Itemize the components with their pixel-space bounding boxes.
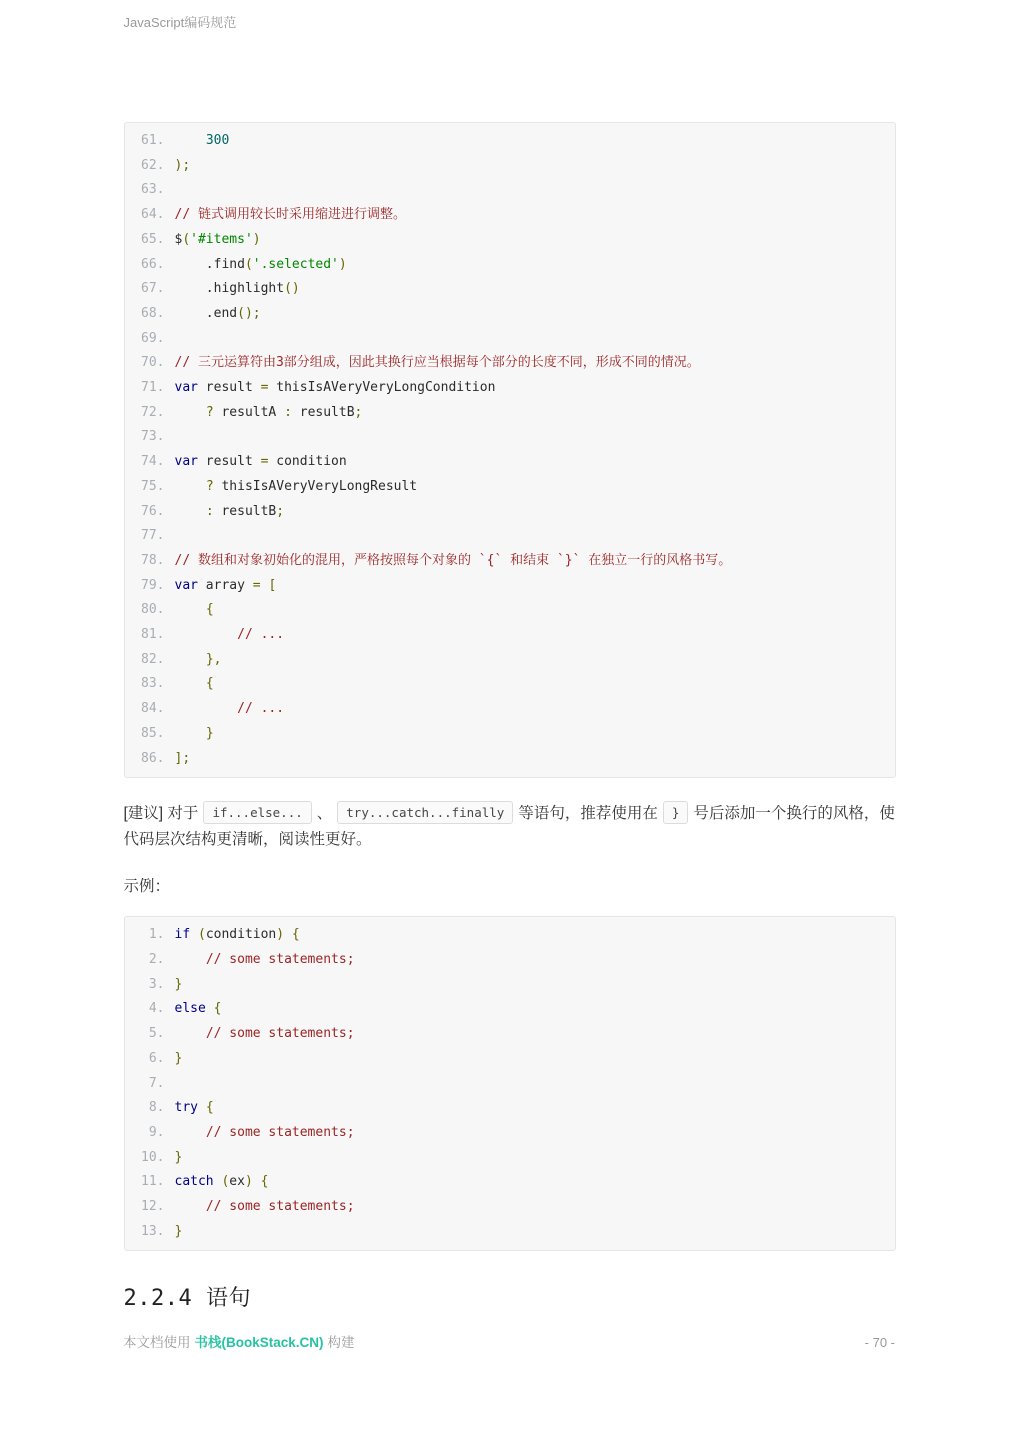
suggestion-text: 、 — [316, 805, 333, 823]
line-number: 70. — [141, 355, 165, 371]
suggestion-text: 号后添加一个换行的风格，使代码层次结构更清晰，阅读性更好。 — [123, 805, 895, 849]
line-number: 10. — [141, 1149, 165, 1165]
running-header — [124, 0, 896, 31]
code-line: 76. : resultB; — [125, 500, 895, 525]
line-number: 4. — [148, 1001, 165, 1017]
code-line: 67. .highlight() — [125, 277, 895, 302]
footer-text-suffix: 构建 — [327, 1335, 355, 1350]
line-number: 75. — [141, 478, 165, 494]
line-number: 7. — [148, 1075, 165, 1091]
line-number: 78. — [141, 552, 165, 568]
code-line: 10. } — [125, 1146, 895, 1171]
line-number: 1. — [148, 927, 165, 943]
page-number: - 70 - — [864, 1335, 895, 1350]
code-line — [125, 1072, 895, 1097]
code-line: 61. 300 — [125, 129, 895, 154]
line-number: 81. — [141, 627, 165, 643]
suggestion-paragraph — [124, 801, 896, 853]
line-number: 3. — [148, 976, 165, 992]
footer-build-note — [123, 1331, 355, 1351]
code-line: 81. // ... — [125, 623, 895, 648]
line-number: 84. — [141, 701, 165, 717]
line-number: 67. — [141, 281, 165, 297]
document-page — [124, 0, 896, 1312]
code-line: 3. } — [125, 973, 895, 998]
code-line: 78. // 数组和对象初始化的混用，严格按照每个对象的 `{` 和结束 `}` 在独立一行的风格书写。 — [125, 549, 895, 574]
code-block-if-else-try-catch-example — [124, 916, 896, 1251]
code-line: 85. } — [125, 722, 895, 747]
code-line: 4. else { — [125, 997, 895, 1022]
line-number: 80. — [141, 602, 165, 618]
code-line — [125, 425, 895, 450]
code-line: 82. }, — [125, 648, 895, 673]
line-number: 2. — [148, 951, 165, 967]
line-number: 73. — [141, 429, 165, 445]
code-line: 8. try { — [125, 1096, 895, 1121]
page-footer — [123, 1331, 895, 1351]
line-number: 64. — [141, 207, 165, 223]
code-line: 13. } — [125, 1220, 895, 1245]
code-line: 79. var array = [ — [125, 574, 895, 599]
line-number: 62. — [141, 157, 165, 173]
code-line: 65. $('#items') — [125, 228, 895, 253]
code-line: 62. ); — [125, 154, 895, 179]
line-number: 63. — [141, 182, 165, 198]
code-line: 64. // 链式调用较长时采用缩进进行调整。 — [125, 203, 895, 228]
bookstack-link[interactable]: 书栈(BookStack.CN) — [194, 1335, 324, 1350]
line-number: 13. — [141, 1223, 165, 1239]
footer-text-prefix: 本文档使用 — [123, 1335, 191, 1350]
inline-code-closing-brace: } — [663, 801, 689, 824]
code-line: 74. var result = condition — [125, 450, 895, 475]
code-line: 9. // some statements; — [125, 1121, 895, 1146]
line-number: 6. — [148, 1050, 165, 1066]
code-line: 83. { — [125, 672, 895, 697]
code-line: 84. // ... — [125, 697, 895, 722]
line-number: 82. — [141, 651, 165, 667]
line-number: 71. — [141, 380, 165, 396]
section-heading: 2.2.4 语句 — [123, 1286, 251, 1312]
code-line: 11. catch (ex) { — [125, 1170, 895, 1195]
line-number: 68. — [141, 305, 165, 321]
line-number: 83. — [141, 676, 165, 692]
line-number: 79. — [141, 577, 165, 593]
code-line: 66. .find('.selected') — [125, 253, 895, 278]
line-number: 85. — [141, 725, 165, 741]
line-number: 9. — [148, 1124, 165, 1140]
code-line: 75. ? thisIsAVeryVeryLongResult — [125, 475, 895, 500]
code-line — [125, 327, 895, 352]
line-number: 11. — [141, 1174, 165, 1190]
document-title: JavaScript编码规范 — [123, 15, 237, 30]
code-line: 72. ? resultA : resultB; — [125, 401, 895, 426]
code-line: 6. } — [125, 1047, 895, 1072]
line-number: 74. — [141, 454, 165, 470]
line-number: 86. — [141, 750, 165, 766]
suggestion-text: 等语句，推荐使用在 — [518, 805, 658, 823]
line-number: 76. — [141, 503, 165, 519]
line-number: 5. — [148, 1026, 165, 1042]
line-number: 61. — [141, 133, 165, 148]
code-line — [125, 178, 895, 203]
code-line — [125, 524, 895, 549]
code-line: 70. // 三元运算符由3部分组成，因此其换行应当根据每个部分的长度不同，形成不同的情况。 — [125, 351, 895, 376]
code-line: 71. var result = thisIsAVeryVeryLongCondition — [125, 376, 895, 401]
line-number: 8. — [148, 1100, 165, 1116]
code-line: 86. ]; — [125, 747, 895, 772]
example-label: 示例： — [123, 878, 171, 896]
inline-code-if-else: if...else... — [203, 801, 311, 824]
line-number: 77. — [141, 528, 165, 544]
code-line: 12. // some statements; — [125, 1195, 895, 1220]
code-line: 68. .end(); — [125, 302, 895, 327]
code-line: 2. // some statements; — [125, 948, 895, 973]
inline-code-try-catch-finally: try...catch...finally — [337, 801, 513, 824]
line-number: 12. — [141, 1199, 165, 1215]
code-line: 80. { — [125, 598, 895, 623]
line-number: 69. — [141, 330, 165, 346]
suggestion-text: 对于 — [163, 805, 199, 823]
line-number: 72. — [141, 404, 165, 420]
line-number: 66. — [141, 256, 165, 272]
code-line: 1. if (condition) { — [125, 923, 895, 948]
code-line: 5. // some statements; — [125, 1022, 895, 1047]
line-number: 65. — [141, 231, 165, 247]
suggestion-tag: [建议] — [123, 805, 164, 823]
code-block-chaining-ternary-array — [124, 122, 896, 778]
